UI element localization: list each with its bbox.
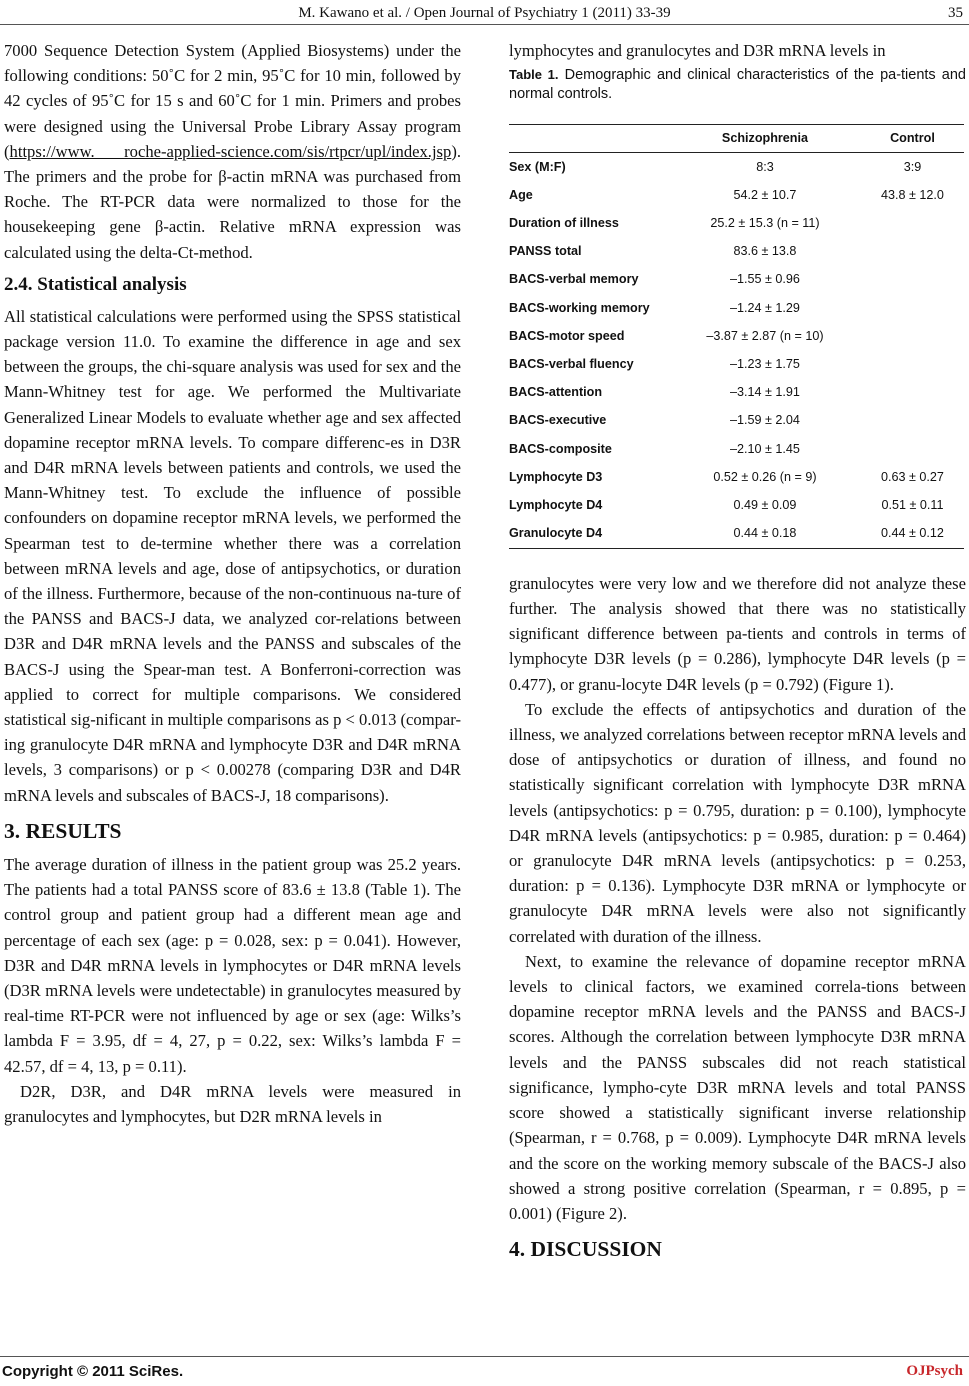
page-footer (0, 1363, 969, 1383)
results-paragraph-1: The average duration of illness in the patient group was 25.2 years. The patients had a total PANSS score of 83.6 ± 13.8 (Table 1). The control group and patient group had a different mean age and percentage of each sex (age: p = 0.028, sex: p = 0.041). However, D3R and D4R mRNA levels in lymphocytes or D4R mRNA levels (D3R mRNA levels were undetectable) in granulocytes measured by real-time RT-PCR were not influenced by age or sex (age: Wilks’s lambda F = 3.95, df = 4, 27, p = 0.22, sex: Wilks’s lambda F = 42.57, df = 4, 13, p = 0.11). (4, 854, 461, 1076)
page-number: 35 (948, 5, 963, 21)
row-label: Lymphocyte D4 (509, 497, 603, 512)
results-paragraph-5: Next, to examine the relevance of dopamine receptor mRNA levels to clinical factors, we examined correla-tions between dopamine receptor mRNA levels and the PANSS and BACS-J scores. Although the correlation between lymphocyte D3R mRNA levels and the PANSS subscales did not reach statistical significance, lympho-cyte D3R mRNA levels and total PANSS score showed a statistically significant inverse relationship (Spearman, r = 0.768, p = 0.009). Lymphocyte D4R mRNA levels and the score on the working memory subscale of the BACS-J also showed a strong positive correlation (Spearman, r = 0.895, p = 0.001) (Figure 2). (509, 951, 966, 1223)
row-label: Lymphocyte D3 (509, 469, 603, 484)
schizophrenia-value: –3.14 ± 1.91 (729, 385, 800, 400)
control-value: 0.63 ± 0.27 (880, 469, 944, 484)
left-column (4, 38, 461, 1129)
row-label: Duration of illness (509, 216, 619, 231)
schizophrenia-value: 0.52 ± 0.26 (n = 9) (713, 469, 817, 484)
table-row (509, 463, 964, 491)
table-row (509, 435, 964, 463)
section-heading-results: 3. RESULTS (4, 818, 122, 843)
schizophrenia-value: 54.2 ± 10.7 (733, 187, 797, 202)
row-label: PANSS total (509, 244, 582, 259)
table-row (509, 266, 964, 294)
control-value: 0.44 ± 0.12 (861, 520, 964, 549)
row-label: Age (509, 187, 533, 202)
control-value (861, 210, 964, 238)
control-value (861, 407, 964, 435)
results-paragraph-2: D2R, D3R, and D4R mRNA levels were measured in granulocytes and lymphocytes, but D2R mRNA levels in (4, 1081, 461, 1126)
schizophrenia-value: –1.23 ± 1.75 (729, 357, 800, 371)
row-label: BACS-working memory (509, 300, 650, 315)
table-header-schizophrenia: Schizophrenia (669, 125, 861, 153)
methods-text-a: 7000 Sequence Detection System (Applied Biosystems) under the following conditions: 50˚C for 2 min, 95˚C for 10 min, followed by 42 cycles of 95˚C for 15 s and 60˚C for 1 min. Primers and probes were designed using the Universal Probe Library Assay program ( (4, 41, 461, 161)
schizophrenia-value: –1.24 ± 1.29 (729, 300, 800, 315)
methods-text-b: ). The primers and the probe for β-actin mRNA was purchased from Roche. The RT-PCR data were normalized to those for the housekeeping gene β-actin. Relative mRNA expression was calculated using the delta-Ct-method. (4, 141, 461, 262)
universal-probe-library-link[interactable]: https://www. roche-applied-science.com/sis/rtpcr/upl/index.jsp (9, 141, 452, 161)
copyright-notice: Copyright © 2011 SciRes. (2, 1363, 184, 1380)
table-header-row (509, 125, 964, 153)
table-row (509, 379, 964, 407)
journal-abbreviation: OJPsych (906, 1363, 963, 1379)
table-row (509, 181, 964, 209)
row-label: BACS-motor speed (509, 328, 625, 343)
statistics-paragraph: All statistical calculations were performed using the SPSS statistical package version 11.0. To examine the difference in age and sex between the groups, the chi-square analysis was used for sex and the Mann-Whitney test for age. We performed the Multivariate Generalized Linear Models to evaluate whether age and sex affected dopamine receptor mRNA levels. To compare differenc-es in D3R and D4R mRNA levels between patients and controls, we used the Mann-Whitney test. To exclude the influence of possible confounders on dopamine receptor mRNA levels, we performed the Spearman test to de-termine whether there was a correlation between mRNA levels and age, dose of antipsychotics, or duration of the illness. Furthermore, because of the non-continuous na-ture of the PANSS and BACS-J data, we analyzed cor-relations between D3R and D4R mRNA levels and the PANSS and subscales of the BACS-J using the Spear-man test. A Bonferroni-correction was applied to correct for multiple comparisons. We considered statistical sig-nificant in multiple comparisons as p < 0.013 (compar-ing granulocyte D4R mRNA and lymphocyte D3R and D4R mRNA levels, 3 comparisons) or p < 0.00278 (comparing D3R and D4R mRNA levels and subscales of BACS-J, 18 comparisons). (4, 306, 461, 805)
schizophrenia-value: 0.44 ± 0.18 (669, 520, 861, 549)
schizophrenia-value: –1.55 ± 0.96 (729, 272, 800, 287)
row-label: BACS-composite (509, 441, 612, 456)
table-row (509, 153, 964, 182)
control-value (861, 238, 964, 266)
control-value (861, 294, 964, 322)
table-row (509, 520, 964, 549)
row-label: BACS-verbal memory (509, 272, 639, 287)
section-heading-statistical-analysis: 2.4. Statistical analysis (4, 273, 187, 295)
table-spacer (509, 549, 966, 571)
control-value: 0.51 ± 0.11 (881, 497, 944, 512)
schizophrenia-value: –3.87 ± 2.87 (n = 10) (706, 328, 824, 343)
table-row (509, 322, 964, 350)
table-row (509, 294, 964, 322)
row-label: BACS-verbal fluency (509, 357, 634, 371)
results-continuation: lymphocytes and granulocytes and D3R mRNA levels in (509, 41, 886, 60)
control-value: 3:9 (903, 159, 922, 174)
table-header-control: Control (861, 125, 964, 153)
row-label: Granulocyte D4 (509, 520, 669, 549)
control-value (861, 351, 964, 379)
schizophrenia-value: 83.6 ± 13.8 (733, 244, 797, 259)
schizophrenia-value: –2.10 ± 1.45 (729, 441, 800, 456)
results-paragraph-3: granulocytes were very low and we therefore did not analyze these further. The analysis showed that there was no statistically significant difference between pa-tients and controls in terms of lymphocyte D3R levels (p = 0.286), lymphocyte D4R levels (p = 0.477), or granu-locyte D4R levels (p = 0.792) (Figure 1). (509, 573, 966, 694)
table-row (509, 351, 964, 379)
results-paragraph-4: To exclude the effects of antipsychotics and duration of the illness, we analyzed correlations between receptor mRNA levels and dose of antipsychotics or duration of illness, and found no statistically significant correlation with lymphocyte D3R mRNA levels (antipsychotics: p = 0.795, duration: p = 0.100), lymphocyte D4R mRNA levels (antipsychotics: p = 0.985, duration: p = 0.464) or granulocyte D4R mRNA levels (antipsychotics: p = 0.253, duration: p = 0.136). Lymphocyte D3R mRNA or lymphocyte or granulocyte D4R mRNA levels were also not significantly correlated with duration of the illness. (509, 699, 966, 946)
table-label: Table 1. (509, 67, 559, 83)
header-divider (0, 24, 969, 25)
schizophrenia-value: 25.2 ± 15.3 (n = 11) (710, 216, 820, 231)
control-value (861, 322, 964, 350)
row-label: BACS-executive (509, 413, 607, 428)
methods-paragraph (4, 38, 461, 265)
control-value: 43.8 ± 12.0 (880, 187, 944, 202)
table-row (509, 491, 964, 519)
running-header (0, 4, 969, 26)
demographics-table (509, 124, 964, 549)
control-value (861, 266, 964, 294)
table-caption-text: Demographic and clinical characteristics of the pa-tients and normal controls. (509, 67, 966, 103)
control-value (861, 435, 964, 463)
table-row (509, 238, 964, 266)
schizophrenia-value: 0.49 ± 0.09 (733, 497, 797, 512)
section-heading-discussion: 4. DISCUSSION (509, 1237, 662, 1262)
footer-divider (0, 1356, 969, 1357)
row-label: BACS-attention (509, 385, 603, 400)
schizophrenia-value: –1.59 ± 2.04 (729, 413, 800, 428)
running-head: M. Kawano et al. / Open Journal of Psychiatry 1 (2011) 33-39 (298, 5, 671, 21)
table-header-empty (509, 125, 669, 153)
control-value (861, 379, 964, 407)
table-row (509, 210, 964, 238)
table-row (509, 407, 964, 435)
row-label: Sex (M:F) (509, 159, 566, 174)
table-caption (509, 65, 966, 104)
schizophrenia-value: 8:3 (756, 159, 774, 174)
right-column (509, 38, 966, 1270)
